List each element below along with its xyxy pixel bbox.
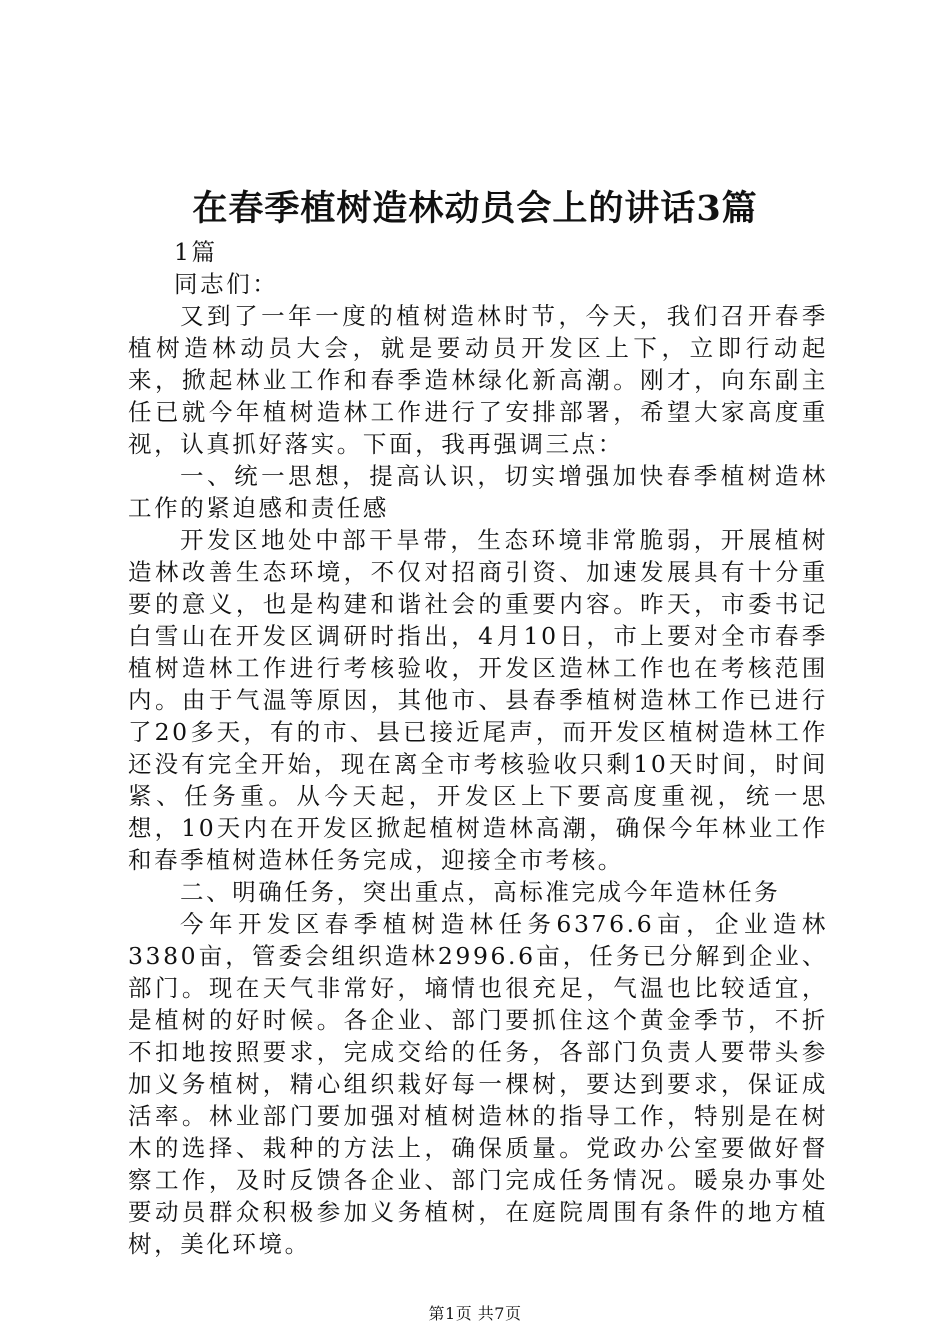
section-count-line: 1篇 <box>174 238 218 266</box>
salutation: 同志们： <box>174 270 279 298</box>
paragraph-intro: 又到了一年一度的植树造林时节，今天，我们召开春季植树造林动员大会，就是要动员开发区上下，立即行动起来，掀起林业工作和春季造林绿化新高潮。刚才，向东副主任已就今年植树造林工作进行了安排部署，希望大家高度重视，认真抓好落实。下面，我再强调三点： <box>128 302 828 458</box>
page-footer: 第1页 共7页 <box>428 1304 522 1323</box>
paragraph-section-1: 开发区地处中部干旱带，生态环境非常脆弱，开展植树造林改善生态环境，不仅对招商引资、加速发展具有十分重要的意义，也是构建和谐社会的重要内容。昨天，市委书记白雪山在开发区调研时指出，4月10日，市上要对全市春季植树造林工作进行考核验收，开发区造林工作也在考核范围内。由于气温等原因，其他市、县春季植树造林工作已进行了20多天，有的市、县已接近尾声，而开发区植树造林工作还没有完全开始，现在离全市考核验收只剩10天时间，时间紧、任务重。从今天起，开发区上下要高度重视，统一思想，10天内在开发区掀起植树造林高潮，确保今年林业工作和春季植树造林任务完成，迎接全市考核。 <box>128 526 828 874</box>
paragraph-section-2: 今年开发区春季植树造林任务6376.6亩，企业造林3380亩，管委会组织造林2996.6亩，任务已分解到企业、部门。现在天气非常好，墒情也很充足，气温也比较适宜，是植树的好时候。各企业、部门要抓住这个黄金季节，不折不扣地按照要求，完成交给的任务，各部门负责人要带头参加义务植树，精心组织栽好每一棵树，要达到要求，保证成活率。林业部门要加强对植树造林的指导工作，特别是在树木的选择、栽种的方法上，确保质量。党政办公室要做好督察工作，及时反馈各企业、部门完成任务情况。暖泉办事处要动员群众积极参加义务植树，在庭院周围有条件的地方植树，美化环境。 <box>128 910 828 1258</box>
document-title: 在春季植树造林动员会上的讲话3篇 <box>192 188 758 229</box>
heading-section-2: 二、明确任务，突出重点，高标准完成今年造林任务 <box>180 878 781 906</box>
heading-section-1: 一、统一思想，提高认识，切实增强加快春季植树造林工作的紧迫感和责任感 <box>128 462 828 522</box>
document-body <box>128 236 828 1260</box>
